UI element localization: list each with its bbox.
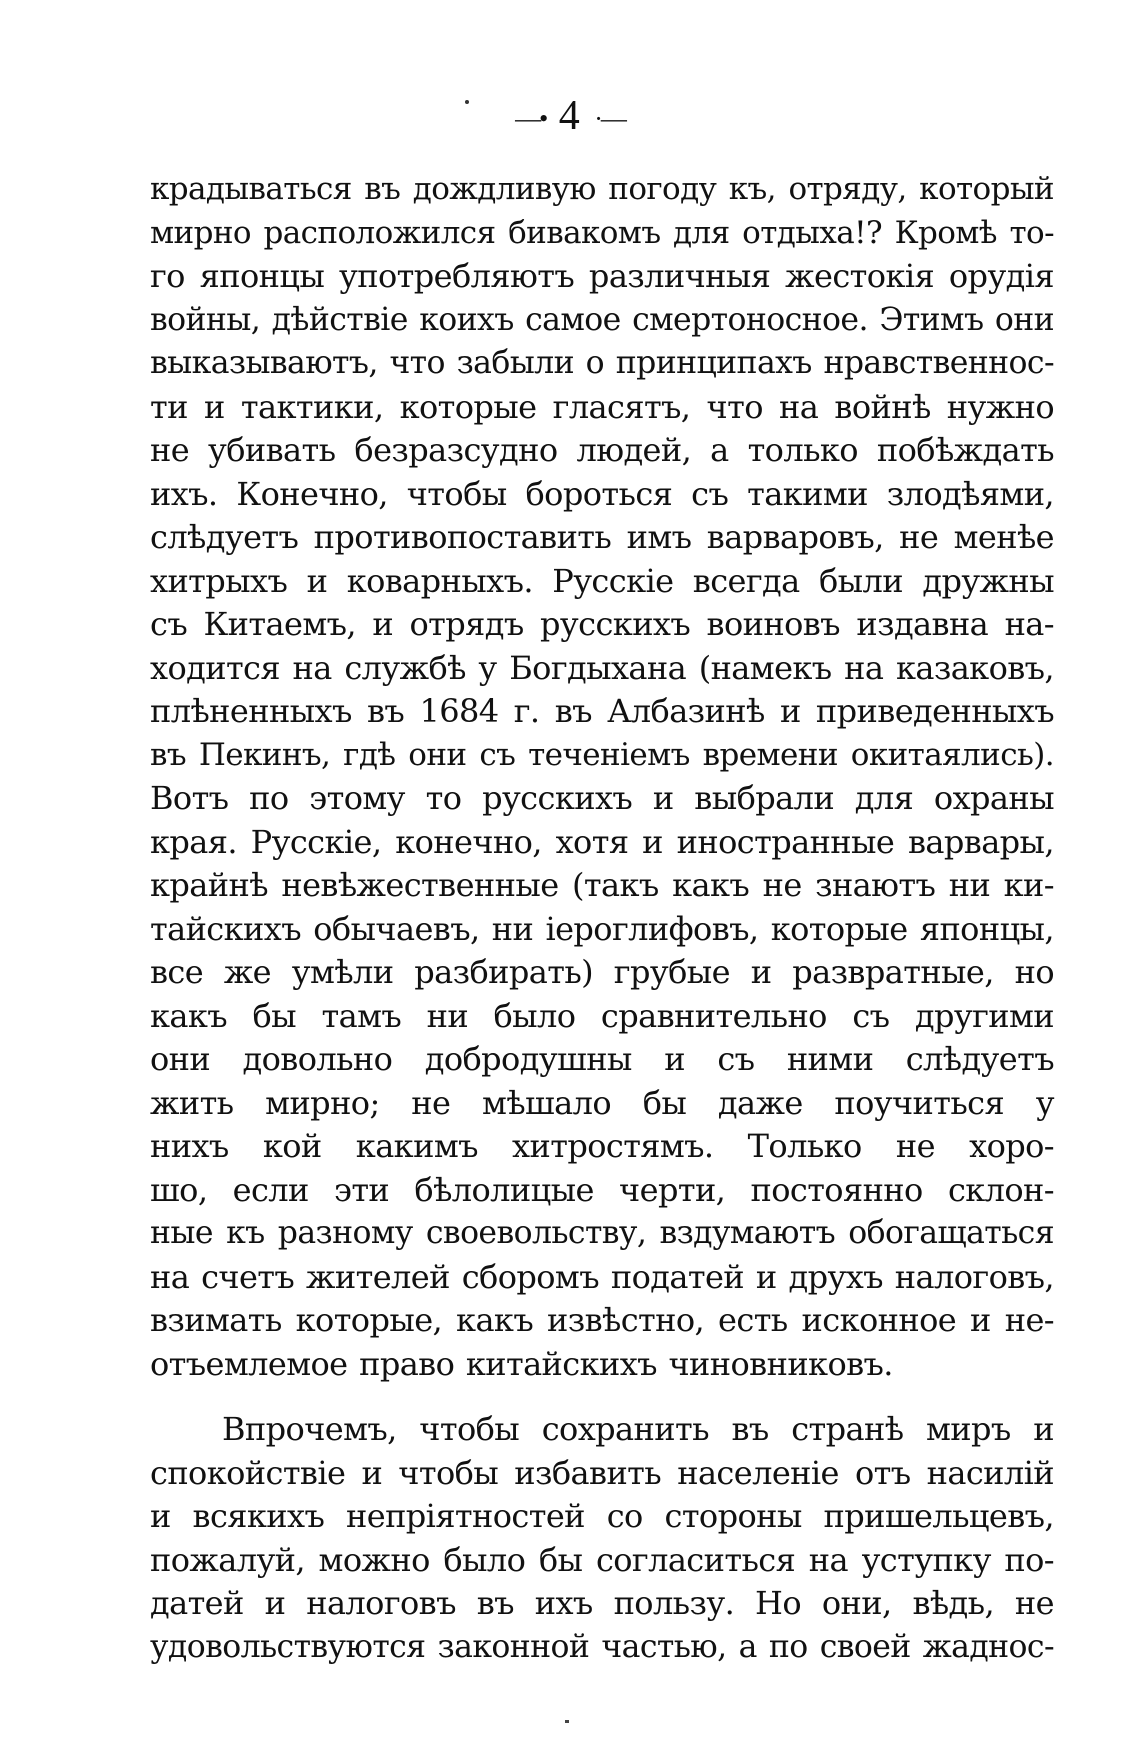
text-line: они довольно добродушны и съ ними слѣдуетъ (150, 1040, 1054, 1078)
ink-speck-bottom (565, 1720, 569, 1723)
text-line: все же умѣли разбирать) грубые и развратные, но (150, 953, 1054, 991)
text-line: крадываться въ дождливую погоду къ, отряду, который (150, 171, 1054, 207)
paragraph-gap (150, 1386, 1054, 1408)
text-line: крайнѣ невѣжественные (такъ какъ не знаютъ ни ки- (150, 866, 1054, 904)
text-line: ихъ. Конечно, чтобы бороться съ такими злодѣями, (150, 474, 1054, 513)
body-text (150, 168, 1054, 1669)
text-line: въ Пекинъ, гдѣ они съ теченіемъ времени окитаялись). (150, 736, 1054, 773)
text-line: какъ бы тамъ ни было сравнительно съ другими (150, 996, 1054, 1035)
text-line: нихъ кой какимъ хитростямъ. Только не хоро- (150, 1127, 1054, 1165)
paragraph-1 (150, 168, 1054, 1386)
text-line: удовольствуются законной частью, а по своей жаднос- (150, 1628, 1054, 1665)
text-line: отъемлемое право китайскихъ чиновниковъ. (150, 1344, 893, 1383)
text-line: ные къ разному своевольству, вздумаютъ обогащаться (150, 1215, 1054, 1251)
text-line: тайскихъ обычаевъ, ни іероглифовъ, которые японцы, (150, 909, 1054, 948)
text-line: и всякихъ непріятностей со стороны пришельцевъ, (150, 1497, 1054, 1535)
text-line: слѣдуетъ противопоставить имъ варваровъ, не менѣе (150, 518, 1054, 556)
text-line: выказываютъ, что забыли о принципахъ нравственнос- (150, 345, 1054, 381)
page-number: 4 (558, 93, 582, 139)
header-dash-right: ·— (594, 104, 625, 134)
text-line: плѣненныхъ въ 1684 г. въ Албазинѣ и приведенныхъ (150, 692, 1054, 730)
text-line: ти и тактики, которые гласятъ, что на войнѣ нужно (150, 387, 1054, 426)
text-line: войны, дѣйствіе коихъ самое смертоносное. Этимъ они (150, 301, 1054, 338)
text-line: края. Русскіе, конечно, хотя и иностранные варвары, (150, 822, 1054, 861)
text-line: Вотъ по этому то русскихъ и выбрали для охраны (150, 779, 1054, 817)
text-line: пожалуй, можно было бы согласиться на уступку по- (150, 1540, 1054, 1579)
text-line: датей и налоговъ въ ихъ пользу. Но они, вѣдь, не (150, 1584, 1054, 1622)
text-line: съ Китаемъ, и отрядъ русскихъ воиновъ издавна на- (150, 605, 1054, 643)
text-line: спокойствіе и чтобы избавить населеніе отъ насилій (150, 1453, 1054, 1492)
text-line: взимать которые, какъ извѣстно, есть исконное и не- (150, 1301, 1054, 1339)
paragraph-2 (150, 1408, 1054, 1669)
text-line: не убивать безразсудно людей, а только побѣждать (150, 431, 1054, 469)
text-line: Впрочемъ, чтобы сохранить въ странѣ миръ и (222, 1410, 1054, 1448)
text-line: на счетъ жителей сборомъ податей и друхъ налоговъ, (150, 1257, 1054, 1296)
text-line: го японцы употребляютъ различныя жестокія орудія (150, 257, 1054, 295)
text-line: мирно расположился бивакомъ для отдыха!? Кромѣ то- (150, 214, 1054, 251)
page-number-header (0, 92, 1140, 143)
header-dash-left: —• (515, 104, 547, 134)
text-line: ходится на службѣ у Богдыхана (намекъ на казаковъ, (150, 648, 1054, 687)
text-line: хитрыхъ и коварныхъ. Русскіе всегда были дружны (150, 561, 1054, 600)
text-line: шо, если эти бѣлолицые черти, постоянно склон- (150, 1170, 1054, 1209)
text-line: жить мирно; не мѣшало бы даже поучиться у (150, 1083, 1054, 1122)
